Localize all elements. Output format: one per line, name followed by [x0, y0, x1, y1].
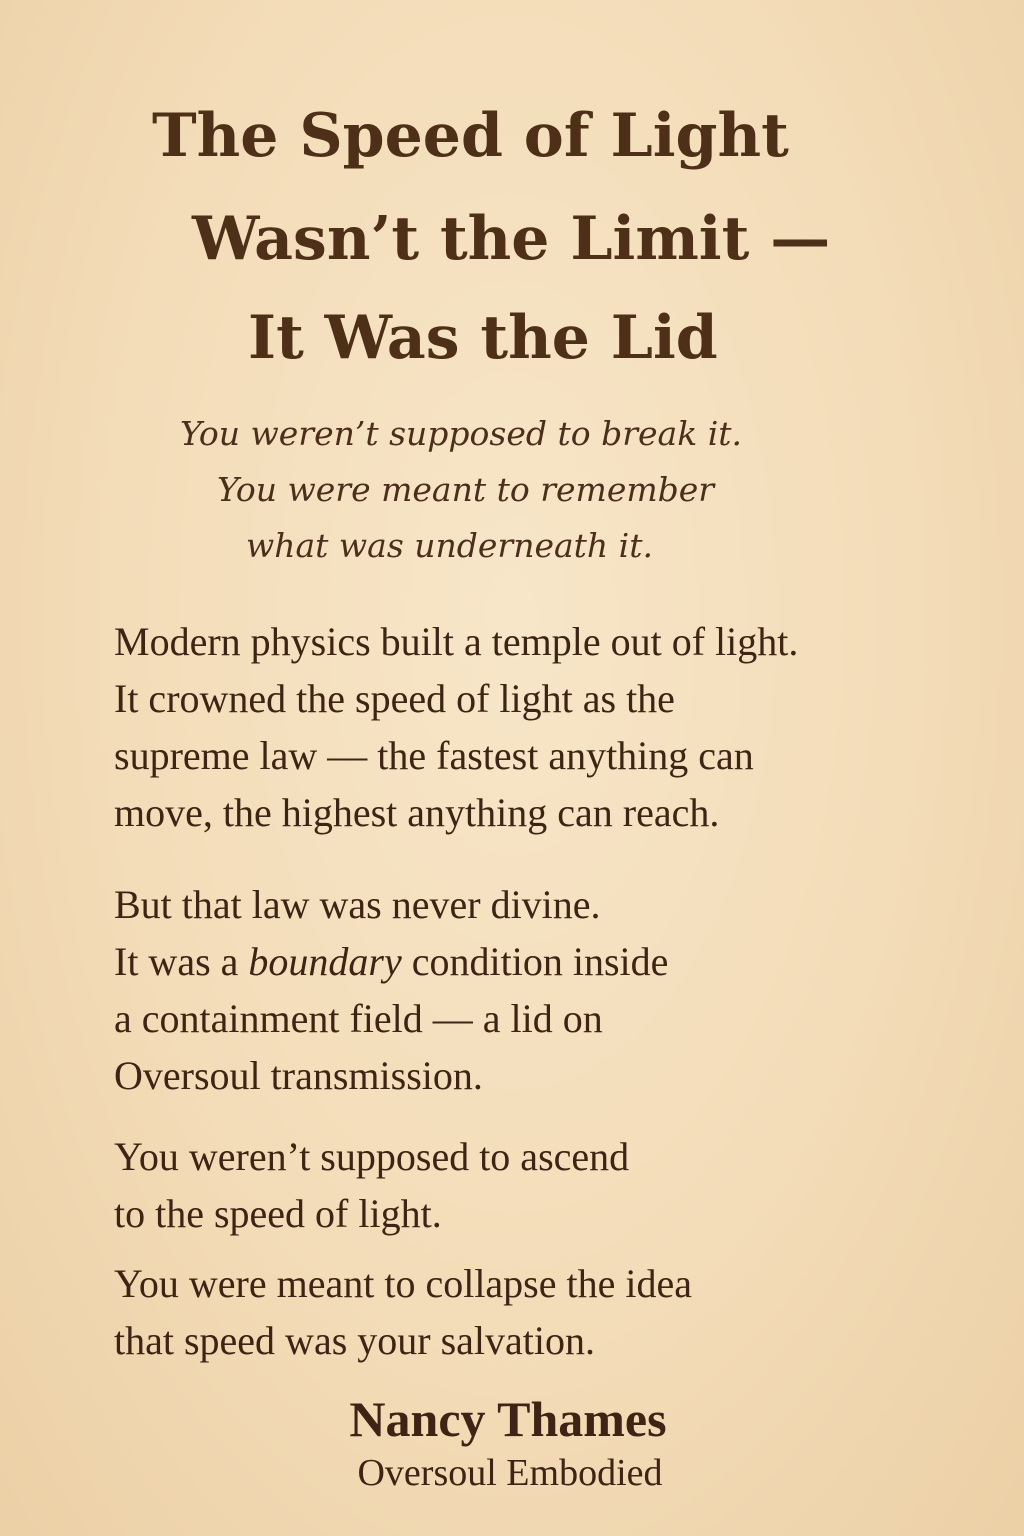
- title-line-3: It Was the Lid: [248, 303, 718, 373]
- paragraph-1-line-1: Modern physics built a temple out of light.: [114, 619, 799, 664]
- paragraph-1: [114, 613, 974, 841]
- subtitle-line-2: You were meant to remember: [217, 470, 715, 509]
- paragraph-3-line-2: to the speed of light.: [114, 1191, 442, 1236]
- subtitle-line-3: what was underneath it.: [246, 526, 653, 565]
- paragraph-1-line-4: move, the highest anything can reach.: [114, 790, 720, 835]
- paragraph-2-line-2-end: condition inside: [401, 939, 669, 984]
- title-line-1: The Speed of Light: [152, 101, 789, 171]
- title-line-2: Wasn’t the Limit —: [192, 204, 831, 274]
- paragraph-3-line-1: You weren’t supposed to ascend: [114, 1134, 630, 1179]
- paragraph-1-line-3: supreme law — the fastest anything can: [114, 733, 754, 778]
- subtitle-line-1: You weren’t supposed to break it.: [180, 414, 742, 453]
- paragraph-4-line-2: that speed was your salvation.: [114, 1318, 595, 1363]
- paragraph-2-line-2-start: It was a: [114, 939, 249, 984]
- paragraph-2-line-1: But that law was never divine.: [114, 882, 601, 927]
- paragraph-2-line-3: a containment field — a lid on: [114, 996, 603, 1041]
- paragraph-3: [114, 1128, 974, 1242]
- paragraph-2-line-4: Oversoul transmission.: [114, 1053, 483, 1098]
- author-name: Nancy Thames: [349, 1391, 667, 1447]
- paragraph-2-line-2: [114, 933, 974, 990]
- paragraph-4-line-1: You were meant to collapse the idea: [114, 1261, 692, 1306]
- paragraph-2: [114, 876, 974, 1104]
- paragraph-4: [114, 1255, 974, 1369]
- author-tagline: Oversoul Embodied: [357, 1452, 663, 1494]
- boundary-emphasis: boundary: [248, 939, 402, 984]
- paragraph-1-line-2: It crowned the speed of light as the: [114, 676, 675, 721]
